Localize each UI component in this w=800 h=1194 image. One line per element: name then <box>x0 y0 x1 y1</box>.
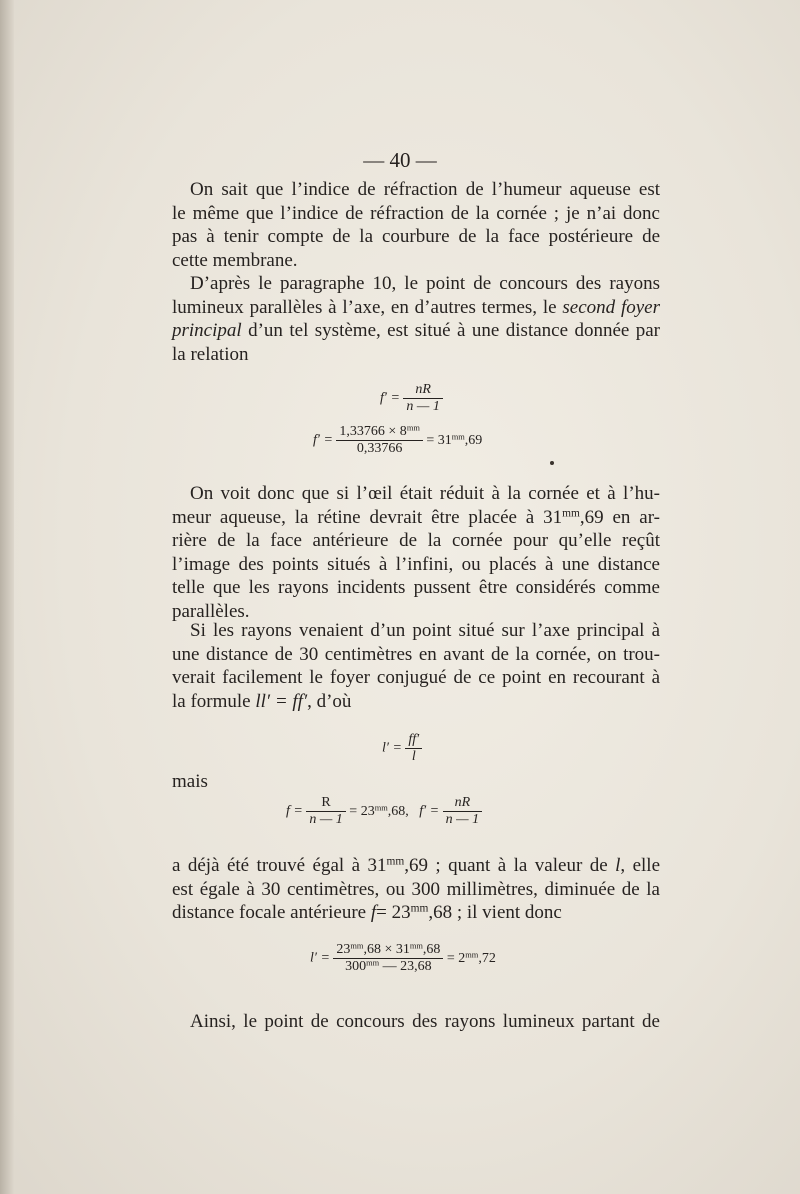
eq-lhs: l′ = <box>310 950 330 966</box>
unit-sup: mm <box>374 803 388 813</box>
eq-numerator <box>333 942 443 959</box>
unit-sup: mm <box>410 902 429 915</box>
emphasis: second foyer <box>562 296 660 318</box>
eq-numerator: R <box>306 795 345 812</box>
eq-num-c: ,68 <box>422 942 441 957</box>
text-line: D’après le paragraphe 10, le point de concours des rayons <box>190 273 660 294</box>
eq-rhs <box>426 433 482 448</box>
eq-denominator: n — 1 <box>445 812 480 827</box>
paragraph-1 <box>172 178 660 272</box>
eq-rhs-end: ,69 <box>464 432 483 448</box>
eq-numerator: nR <box>403 382 442 399</box>
eq-rhs-text: = 31 <box>426 432 452 448</box>
text-line: On voit donc que si l’œil était réduit à la cornée et à l’hu- <box>190 483 660 504</box>
eq-num-a: 23 <box>336 942 351 957</box>
unit-sup: mm <box>465 950 479 960</box>
text-run: ,69 ; quant à la valeur de <box>404 855 608 876</box>
eq-mid-text: = 23 <box>349 803 375 819</box>
eq-fraction <box>333 942 443 975</box>
text-line: mais <box>172 771 208 792</box>
eq-num-text: 1,33766 × 8 <box>339 424 407 439</box>
text-line <box>172 296 660 320</box>
text-run: meur aqueuse, la rétine devrait être placée à 31 <box>172 506 563 528</box>
text-run: d’un tel système, est situé à une distance donnée par <box>248 320 661 342</box>
eq-rhs-text: = 2 <box>446 950 466 966</box>
unit-sup: mm <box>562 507 580 520</box>
text-line: Si les rayons venaient d’un point situé sur l’axe principal à <box>190 620 660 641</box>
unit-sup: mm <box>366 958 380 968</box>
text-line: la relation <box>172 343 249 365</box>
emphasis: f <box>370 902 377 924</box>
eq-denominator: n — 1 <box>309 812 343 827</box>
text-line <box>172 901 660 925</box>
text-line: On sait que l’indice de réfraction de l’humeur aqueuse est <box>190 179 660 200</box>
text-line: Ainsi, le point de concours des rayons lumineux partant de <box>190 1011 660 1032</box>
eq-denominator: n — 1 <box>406 399 440 414</box>
text-run: lumineux parallèles à l’axe, en d’autres termes, le <box>172 296 557 318</box>
text-run: ,68 ; il vient donc <box>428 902 562 924</box>
text-line: verait facilement le foyer conjugué de ce point en recourant à <box>172 667 660 689</box>
eq-lhs: f = <box>286 803 303 819</box>
eq-fraction <box>403 382 442 415</box>
eq-den-b: — 23,68 <box>379 959 432 974</box>
text-line: le même que l’indice de réfraction de la cornée ; je n’ai donc <box>172 202 660 224</box>
unit-sup: mm <box>451 432 465 442</box>
paragraph-2 <box>172 272 660 366</box>
eq-lhs: l′ = <box>382 740 402 756</box>
eq-denominator <box>333 959 443 975</box>
equation-focal-formula <box>380 382 443 415</box>
text-line: pas à tenir compte de la courbure de la face postérieure de <box>172 226 660 248</box>
eq-lhs: f′ = <box>419 803 440 819</box>
text-run: , d’où <box>307 690 352 712</box>
text-line <box>172 690 660 714</box>
eq-lhs: f′ = <box>313 432 333 448</box>
eq-mid <box>349 804 408 819</box>
paragraph-6 <box>172 1010 660 1034</box>
text-line: parallèles. <box>172 600 250 622</box>
paragraph-4 <box>172 619 660 713</box>
eq-numerator <box>336 424 422 441</box>
text-line <box>172 319 660 343</box>
text-line: telle que les rayons incidents pussent être considérés comme <box>172 577 660 599</box>
eq-den-a: 300 <box>345 959 367 974</box>
text-run: = 23 <box>376 902 411 924</box>
page-gutter-shadow <box>0 0 14 1194</box>
emphasis: principal <box>172 320 242 342</box>
unit-sup: mm <box>406 423 420 433</box>
unit-sup: mm <box>386 855 405 868</box>
paragraph-3 <box>172 482 660 624</box>
unit-sup: mm <box>409 941 423 951</box>
text-run: , elle <box>620 855 661 876</box>
text-run: la formule <box>172 690 251 712</box>
eq-rhs-end: ,72 <box>478 950 496 966</box>
unit-sup: mm <box>350 941 364 951</box>
emphasis: l <box>615 855 621 876</box>
eq-numerator: nR <box>443 795 482 812</box>
eq-num-b: ,68 × 31 <box>363 942 410 957</box>
page-number: — 40 — <box>363 148 437 172</box>
equation-conjugate <box>382 732 422 765</box>
text-line <box>172 506 660 530</box>
text-line: rière de la face antérieure de la cornée pour qu’elle reçût <box>172 530 660 552</box>
eq-rhs <box>447 951 496 966</box>
formula-inline: ll′ = ff′ <box>255 690 308 712</box>
text-run: ,69 en ar- <box>579 506 660 528</box>
text-run: distance focale antérieure <box>172 902 367 924</box>
eq-denominator: 0,33766 <box>356 441 403 456</box>
eq-mid-end: ,68, <box>387 803 409 819</box>
text-line: est égale à 30 centimètres, ou 300 millimètres, diminuée de la <box>172 878 660 900</box>
ink-speck <box>550 461 554 465</box>
text-line: cette membrane. <box>172 249 298 271</box>
equation-image-distance <box>310 942 496 975</box>
eq-denominator: l <box>411 749 416 764</box>
text-run: a déjà été trouvé égal à 31 <box>172 855 387 876</box>
eq-lhs: f′ = <box>380 390 400 406</box>
eq-fraction <box>306 795 345 828</box>
word-mais <box>172 770 660 794</box>
equation-focal-value <box>313 424 482 457</box>
eq-fraction <box>405 732 422 765</box>
eq-fraction <box>336 424 422 457</box>
text-line <box>172 854 660 878</box>
text-line: l’image des points situés à l’infini, ou placés à une distance <box>172 553 660 575</box>
paragraph-5 <box>172 854 660 925</box>
eq-fraction <box>443 795 482 828</box>
eq-numerator: ff′ <box>405 732 422 749</box>
equation-focal-pair <box>286 795 482 828</box>
text-line: une distance de 30 centimètres en avant de la cornée, on trou- <box>172 643 660 665</box>
